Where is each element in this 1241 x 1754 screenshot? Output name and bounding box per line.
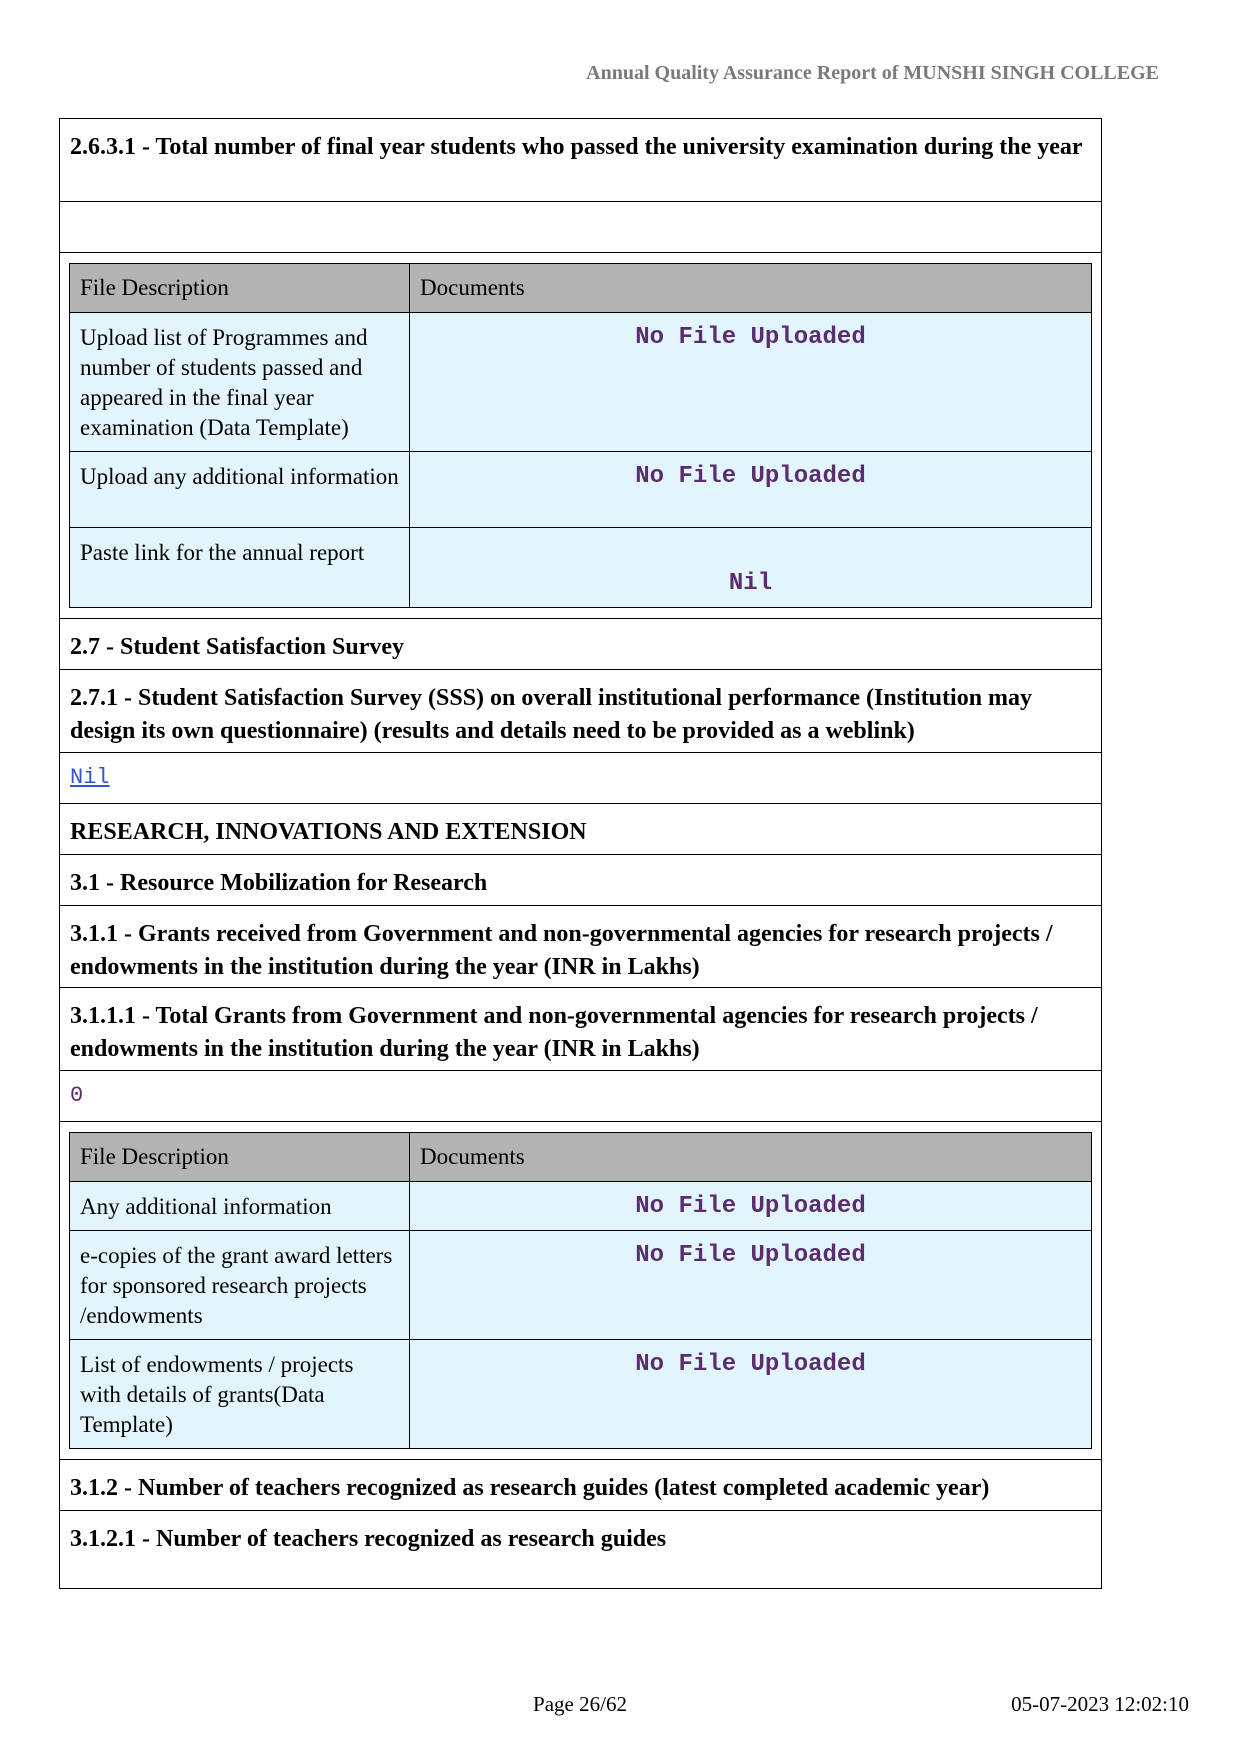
table-row [70,1340,1092,1449]
table-row [70,313,1092,452]
file-table-2-header [70,1133,1092,1182]
file-table-2-wrapper [60,1122,1101,1460]
report-main-table [59,118,1102,1589]
document-status: No File Uploaded [410,313,1092,452]
section-2-7-1-value-row [60,753,1101,804]
table-row [70,452,1092,528]
report-header: Annual Quality Assurance Report of MUNSHI SINGH COLLEGE [586,62,1159,84]
documents-header: Documents [410,264,1092,313]
file-table-1-header [70,264,1092,313]
table-row [70,1231,1092,1340]
table-row [70,528,1092,608]
file-description: List of endowments / projects with details of grants(Data Template) [70,1340,410,1449]
document-status: No File Uploaded [410,1340,1092,1449]
file-description-header: File Description [70,264,410,313]
section-2-6-3-1-title: 2.6.3.1 - Total number of final year students who passed the university examination during the year [60,119,1101,202]
file-description: e-copies of the grant award letters for sponsored research projects /endowments [70,1231,410,1340]
annual-report-link-value: Nil [410,528,1092,608]
section-2-7-title: 2.7 - Student Satisfaction Survey [60,619,1101,670]
document-status: No File Uploaded [410,1182,1092,1231]
file-description: Upload any additional information [70,452,410,528]
file-table-1 [69,263,1092,608]
research-section-title: RESEARCH, INNOVATIONS AND EXTENSION [60,804,1101,855]
total-grants-value: 0 [70,1083,84,1108]
document-status: No File Uploaded [410,1231,1092,1340]
table-row [70,1182,1092,1231]
section-3-1-1-1-value-row [60,1071,1101,1122]
file-description-header: File Description [70,1133,410,1182]
section-3-1-2-1-title: 3.1.2.1 - Number of teachers recognized as research guides [70,1526,667,1552]
section-3-1-1-title: 3.1.1 - Grants received from Government and non-governmental agencies for research projects / endowments in the institution during the year (INR in Lakhs) [60,906,1101,988]
file-description: Paste link for the annual report [70,528,410,608]
section-3-1-2-title: 3.1.2 - Number of teachers recognized as research guides (latest completed academic year) [60,1460,1101,1511]
file-description: Any additional information [70,1182,410,1231]
page-number: Page 26/62 [533,1692,627,1716]
documents-header: Documents [410,1133,1092,1182]
document-status: No File Uploaded [410,452,1092,528]
section-3-1-1-1-title: 3.1.1.1 - Total Grants from Government and non-governmental agencies for research projects / endowments in the institution during the year (INR in Lakhs) [60,988,1101,1071]
generated-datetime: 05-07-2023 12:02:10 [1011,1692,1189,1716]
file-table-2 [69,1132,1092,1449]
survey-link[interactable]: Nil [70,765,110,790]
section-2-7-1-title: 2.7.1 - Student Satisfaction Survey (SSS) on overall institutional performance (Institution may design its own questionnaire) (results and details need to be provided as a weblink) [60,670,1101,753]
file-table-1-wrapper [60,253,1101,619]
section-3-1-title: 3.1 - Resource Mobilization for Research [60,855,1101,906]
section-2-6-3-1-value [60,202,1101,253]
file-description: Upload list of Programmes and number of students passed and appeared in the final year examination (Data Template) [70,313,410,452]
